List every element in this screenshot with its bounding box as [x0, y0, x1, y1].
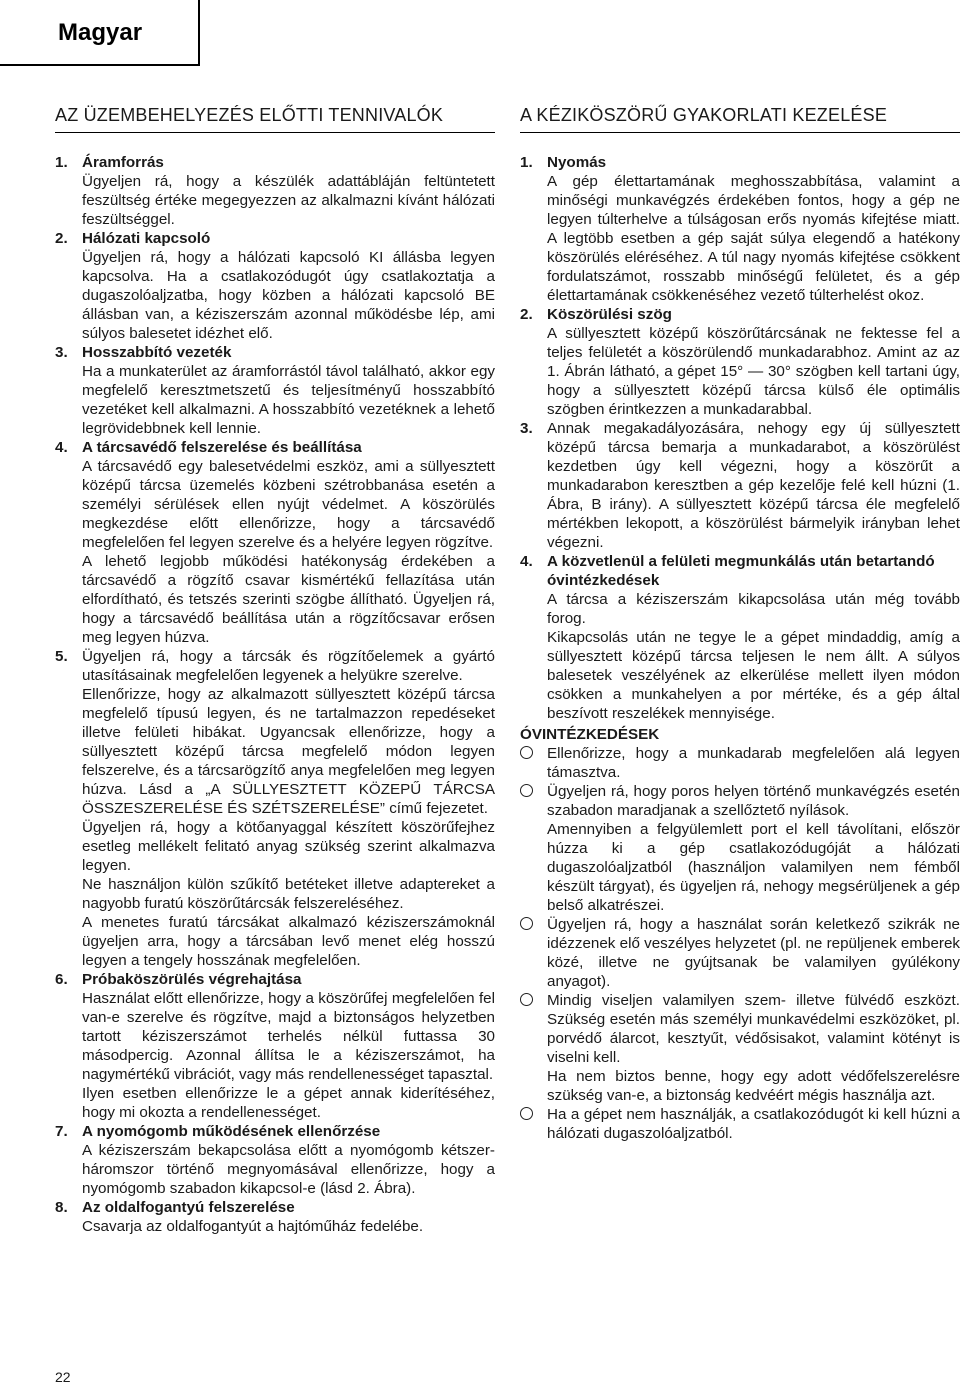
page-number: 22 [55, 1369, 71, 1385]
caution-paragraph: Ügyeljen rá, hogy poros helyen történő munkavégzés esetén szabadon maradjanak a szellőztető nyílások. [547, 783, 960, 819]
item-paragraph: Ha a munkaterület az áramforrástól távol található, akkor egy megfelelő keresztmetszetű és teljesítményű hosszabbító vezetéket kell alkalmazni. A hosszabbító vezetéknek a lehető legrövidebbnek kell lennie. [82, 363, 495, 437]
item-paragraph: Ne használjon külön szűkítő betéteket illetve adaptereket a nagyobb furatú köszörűtárcsák felszereléséhez. [82, 876, 495, 912]
language-label: Magyar [58, 19, 143, 46]
list-item [55, 1122, 495, 1198]
item-paragraph: Ellenőrizze, hogy az alkalmazott süllyesztett középű tárcsa megfelelő típusú legyen, és ne tartalmazzon repedéseket illetve felületi hibákat. Ugyancsak ellenőrizze, hogy a süllyesztett középű tárcsa megfelelő módon legyen felszerelve, és a tárcsarögzítő anya megfelelően meg legyen húzva. Lásd a „A SÜLLYESZTETT KÖZEPŰ TÁRCSA ÖSSZESZERELÉSE ÉS SZÉTSZERELÉSE” című fejezetet. [82, 686, 495, 817]
item-title: Az oldalfogantyú felszerelése [82, 1199, 295, 1216]
item-title: Hálózati kapcsoló [82, 230, 211, 247]
item-paragraph: Kikapcsolás után ne tegye le a gépet mindaddig, amíg a süllyesztett középű tárcsa teljesen le nem állt. A súlyos balesetek veszélyének az elkerülése mellett ilyen módon csökken a munkahelyen a por mértéke, és a gép által beszívott reszelékek mennyisége. [547, 629, 960, 722]
item-number: 1. [520, 154, 533, 171]
language-tab [0, 0, 200, 66]
item-number: 3. [520, 420, 533, 437]
circle-bullet-icon [520, 993, 533, 1006]
item-paragraph: Ügyeljen rá, hogy a tárcsák és rögzítőelemek a gyártó utasításainak megfelelően legyenek a helyükre szerelve. [82, 648, 495, 684]
list-item [55, 229, 495, 343]
circle-bullet-icon [520, 746, 533, 759]
caution-paragraph: Ellenőrizze, hogy a munkadarab megfelelően alá legyen támasztva. [547, 745, 960, 781]
item-number: 1. [55, 154, 68, 171]
circle-bullet-icon [520, 917, 533, 930]
cautions-heading: ÓVINTÉZKEDÉSEK [520, 726, 660, 743]
preparation-list [55, 153, 495, 1236]
section-heading-preparation: AZ ÜZEMBEHELYEZÉS ELŐTTI TENNIVALÓK [55, 104, 495, 133]
item-paragraph: Ügyeljen rá, hogy a hálózati kapcsoló KI állásba legyen kapcsolva. Ha a csatlakozódugót úgy csatlakoztatja a dugaszolóaljzatba, hogy közben a hálózati kapcsoló BE állásban van, a kéziszerszám azonnal működésbe lép, ami súlyos balesetet idézhet elő. [82, 249, 495, 342]
caution-paragraph: Ha nem biztos benne, hogy egy adott védőfelszerelésre szükség van-e, a biztonság kedvéért mégis használja azt. [547, 1068, 960, 1104]
item-paragraph: A tárcsa a kéziszerszám kikapcsolása után még tovább forog. [547, 591, 960, 627]
item-title: Köszörülési szög [547, 306, 672, 323]
list-item [55, 438, 495, 647]
item-paragraph: A kéziszerszám bekapcsolása előtt a nyomógomb kétszer-háromszor történő megnyomásával ellenőrizze, hogy a nyomógomb szabadon kikapcsol-e (lásd 2. Ábra). [82, 1142, 495, 1197]
list-item [520, 153, 960, 305]
right-column [520, 104, 960, 1143]
operation-list [520, 153, 960, 723]
section-heading-operation: A KÉZIKÖSZÖRŰ GYAKORLATI KEZELÉSE [520, 104, 960, 133]
item-number: 6. [55, 971, 68, 988]
item-paragraph: A tárcsavédő egy balesetvédelmi eszköz, ami a süllyesztett középű tárcsa üzemelés közbeni szétrobbanása esetén a személyi sérülések ellen nyújt védelmet. A köszörülés megkezdése előtt ellenőrizze, hogy a tárcsavédő megfelelően fel legyen szerelve és a helyére legyen rögzítve. [82, 458, 495, 551]
item-number: 8. [55, 1199, 68, 1216]
circle-bullet-icon [520, 784, 533, 797]
item-number: 4. [55, 439, 68, 456]
item-paragraph: A menetes furatú tárcsákat alkalmazó kéziszerszámoknál ügyeljen arra, hogy a tárcsában levő menet elég hosszú legyen a tengely hosszának megfelelően. [82, 914, 495, 969]
list-item [55, 647, 495, 970]
item-paragraph: A süllyesztett középű köszörűtárcsának ne fektesse fel a teljes felületét a köszörülendő munkadarabhoz. Amint az az 1. Ábrán látható, a gépet 15° — 30° szögben kell tartani úgy, hogy a süllyesztett középű tárcsa külső éle optimális szögben érintkezzen a munkadarabbal. [547, 325, 960, 418]
item-number: 5. [55, 648, 68, 665]
item-title: Nyomás [547, 154, 607, 171]
caution-item [520, 1105, 960, 1143]
caution-item [520, 744, 960, 782]
list-item [55, 970, 495, 1122]
item-title: A közvetlenül a felületi megmunkálás után betartandó óvintézkedések [547, 553, 935, 589]
caution-item [520, 782, 960, 915]
caution-item [520, 915, 960, 991]
item-title: A tárcsavédő felszerelése és beállítása [82, 439, 362, 456]
item-paragraph: Annak megakadályozására, nehogy egy új süllyesztett középű tárcsa bemarja a munkadarabot, a köszörülést kezdetben úgy kell végezni, hogy a köszörűt a munkadarabon keresztben a gép kezelője felé kell húzni (1. Ábra, B irány). A süllyesztett középű tárcsa éle megfelelő mértékben lekopott, a köszörülést bármelyik irányban lehet végezni. [547, 420, 960, 551]
caution-paragraph: Amennyiben a felgyülemlett port el kell távolítani, először húzza ki a gép csatlakozódugóját a hálózati dugaszolóaljzatból (használjon valamilyen nem fémből készült tárgyat), és ügyeljen rá, nehogy megsérüljenek a gép belső alkatrészei. [547, 821, 960, 914]
item-paragraph: A gép élettartamának meghosszabbítása, valamint a minőségi munkavégzés érdekében fontos, hogy a gép ne legyen túlterhelve a túlságosan erős nyomás kifejtése miatt. A legtöbb esetben a gép saját súlya elegendő a hatékony köszörülés eléréséhez. A túl nagy nyomás kifejtése csökkent fordulatszámot, rosszabb minőségű felületet, és a gép élettartamának csökkenéséhez vezető túlterhelést okoz. [547, 173, 960, 304]
circle-bullet-icon [520, 1107, 533, 1120]
item-number: 7. [55, 1123, 68, 1140]
item-paragraph: A lehető legjobb működési hatékonyság érdekében a tárcsavédő a rögzítő csavar kismértékű fellazítása után elfordítható, és tetszés szerinti szögbe állítható. Ügyeljen rá, hogy a tárcsavédő beállítása után a rögzítőcsavar erősen meg legyen húzva. [82, 553, 495, 646]
item-paragraph: Ügyeljen rá, hogy a készülék adattábláján feltüntetett feszültség értéke megegyezzen az alkalmazni kívánt hálózati feszültséggel. [82, 173, 495, 228]
item-title: Áramforrás [82, 154, 164, 171]
item-number: 3. [55, 344, 68, 361]
caution-paragraph: Ügyeljen rá, hogy a használat során keletkező szikrák ne idézzenek elő veszélyes helyzetet (pl. ne repüljenek emberek közé, illetve ne gyújtsanak be valamilyen gyúlékony anyagot). [547, 916, 960, 990]
item-number: 2. [55, 230, 68, 247]
item-title: Hosszabbító vezeték [82, 344, 232, 361]
item-number: 4. [520, 553, 533, 570]
item-paragraph: Ügyeljen rá, hogy a kötőanyaggal készített köszörűfejhez esetleg mellékelt felitató anyag szükség szerint alkalmazva legyen. [82, 819, 495, 874]
caution-paragraph: Mindig viseljen valamilyen szem- illetve fülvédő eszközt. Szükség esetén más személyi munkavédelmi eszközöket, pl. porvédő álarcot, kesztyűt, védősisakot, valamint kötényt is viselni kell. [547, 992, 960, 1066]
list-item [520, 419, 960, 552]
item-paragraph: Ilyen esetben ellenőrizze le a gépet annak kiderítéséhez, hogy mi okozta a rendellenességet. [82, 1085, 495, 1121]
item-paragraph: Csavarja az oldalfogantyút a hajtóműház fedelébe. [82, 1218, 424, 1235]
caution-item [520, 991, 960, 1105]
caution-paragraph: Ha a gépet nem használják, a csatlakozódugót ki kell húzni a hálózati dugaszolóaljzatból. [547, 1106, 960, 1142]
list-item [520, 552, 960, 723]
item-number: 2. [520, 306, 533, 323]
cautions-list [520, 744, 960, 1143]
list-item [55, 1198, 495, 1236]
list-item [520, 305, 960, 419]
list-item [55, 343, 495, 438]
item-title: Próbaköszörülés végrehajtása [82, 971, 302, 988]
list-item [55, 153, 495, 229]
item-paragraph: Használat előtt ellenőrizze, hogy a köszörűfej megfelelően fel van-e szerelve és rögzítve, majd a biztonságos helyzetben tartott kéziszerszámot terhelés nélkül futtassa 30 másodpercig. Azonnal állítsa le a kéziszerszámot, ha nagymértékű vibrációt, vagy más rendellenességet tapasztal. [82, 990, 495, 1083]
item-title: A nyomógomb működésének ellenőrzése [82, 1123, 381, 1140]
left-column [55, 104, 495, 1236]
